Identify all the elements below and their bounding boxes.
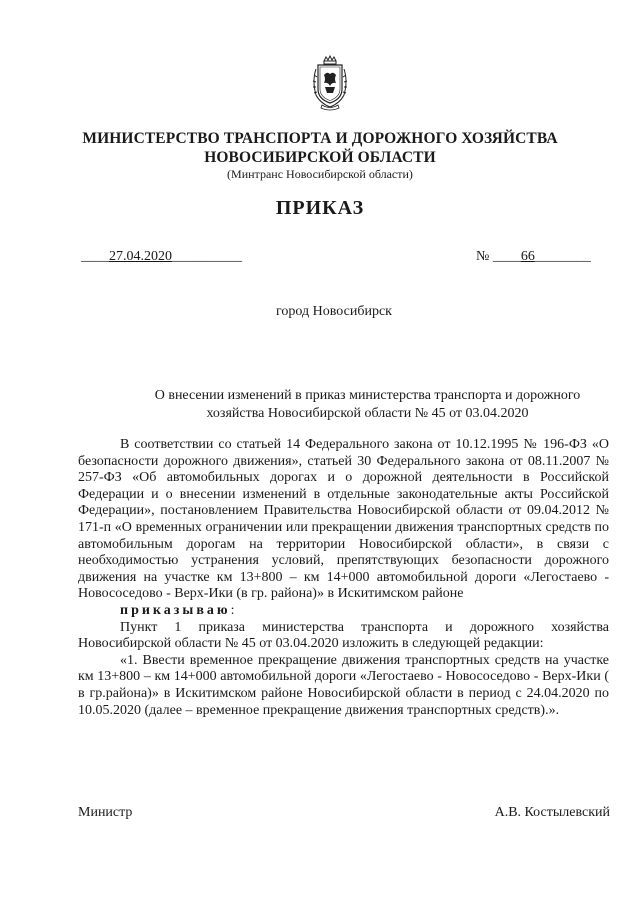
order-word: приказываю <box>120 602 231 618</box>
order-date: 27.04.2020 <box>109 249 172 264</box>
number-suffix-line: ________ <box>534 249 591 264</box>
ministry-name-line2: НОВОСИБИРСКОЙ ОБЛАСТИ <box>204 149 436 166</box>
city-of-issue: город Новосибирск <box>276 304 392 319</box>
ministry-abbreviation: (Минтранс Новосибирской области) <box>227 167 413 181</box>
signatory-title: Министр <box>78 805 133 820</box>
order-word-colon: : <box>230 602 235 618</box>
subject-line2: хозяйства Новосибирской области № 45 от 03.04.2020 <box>206 406 529 421</box>
date-suffix-line: __________ <box>172 249 242 264</box>
order-word-line <box>78 603 609 620</box>
order-date-field <box>81 249 242 265</box>
number-prefix-line: ____ <box>492 249 521 264</box>
document-type-title: ПРИКАЗ <box>275 197 365 219</box>
preamble-paragraph: В соответствии со статьей 14 Федерального закона от 10.12.1995 № 196-ФЗ «О безопасности дорожного движения», статьей 30 Федерального закона от 08.11.2007 № 257-ФЗ «Об автомобильных дорогах и о дорожной деятельности в Российской Федерации и о внесении изменений в отдельные законодательные акты Российской Федерации», постановлением Правительства Новосибирской области от 09.04.2012 № 171-п «О временных ограничении или прекращении движения транспортных средств по автомобильным дорогам на территории Новосибирской области», в связи с необходимостью устранения условий, препятствующих безопасности дорожного движения на участке км 13+800 – км 14+000 автомобильной дороги «Легостаево - Новососедово - Верх-Ики (в гр. района)» в Искитимском районе <box>78 437 609 602</box>
order-subject <box>120 387 615 423</box>
clause-intro-paragraph: Пункт 1 приказа министерства транспорта и дорожного хозяйства Новосибирской области № 45 от 03.04.2020 изложить в следующей редакции: <box>78 619 609 652</box>
clause-text-paragraph: «1. Ввести временное прекращение движения транспортных средств на участке км 13+800 – км 14+000 автомобильной дороги «Легостаево - Новососедово - Верх-Ики ( в гр.района)» в Искитимском районе Новосибирской области в период с 24.04.2020 по 10.05.2020 (далее – временное прекращение движения транспортных средств).». <box>78 652 609 718</box>
order-number: 66 <box>520 249 535 264</box>
coat-of-arms-icon <box>310 55 350 111</box>
order-number-field <box>476 249 591 265</box>
number-sign: № <box>476 249 490 264</box>
date-prefix-line: ____ <box>81 249 109 264</box>
subject-line1: О внесении изменений в приказ министерства транспорта и дорожного <box>154 388 581 403</box>
order-body <box>78 437 609 719</box>
signatory-name: А.В. Костылевский <box>494 805 610 820</box>
ministry-name-line1: МИНИСТЕРСТВО ТРАНСПОРТА И ДОРОЖНОГО ХОЗЯЙСТВА <box>82 130 558 147</box>
